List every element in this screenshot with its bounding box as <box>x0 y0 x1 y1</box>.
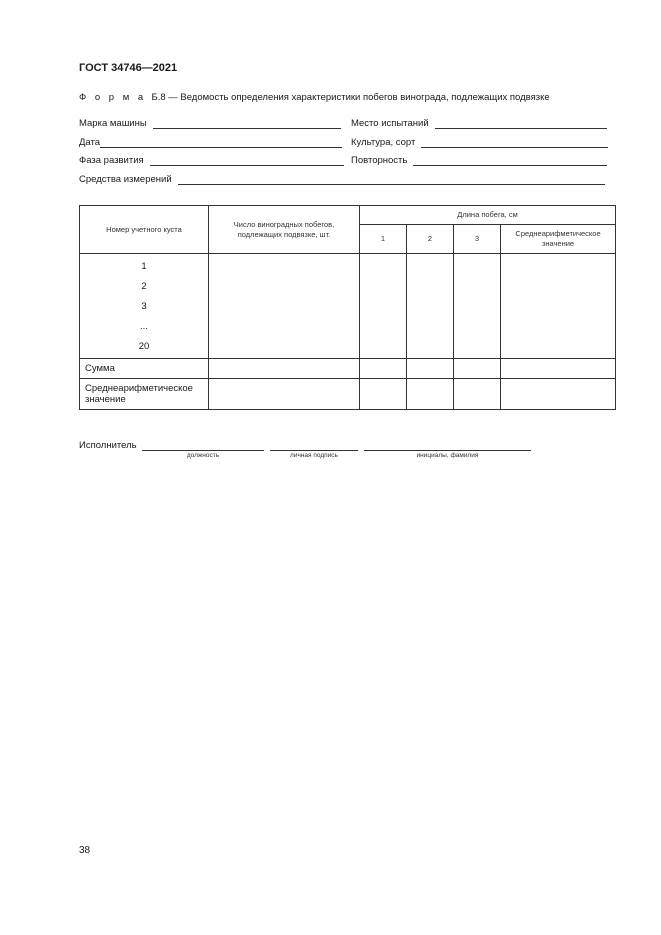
page-number: 38 <box>79 845 91 856</box>
field-tools-label: Средства измерений <box>79 174 172 185</box>
length-2-cell[interactable] <box>407 254 454 359</box>
executor-label: Исполнитель <box>79 440 137 451</box>
field-repeat <box>351 155 607 166</box>
field-date-label: Дата <box>79 137 101 148</box>
mean-length-mean-cell[interactable] <box>501 379 616 410</box>
header-bush-number: Номер учетного куста <box>80 206 209 254</box>
mean-shoot-count-cell[interactable] <box>209 379 360 410</box>
field-crop <box>351 137 608 148</box>
row-label-sum: Сумма <box>80 359 209 379</box>
length-3-cell[interactable] <box>454 254 501 359</box>
form-title <box>79 92 550 103</box>
document-standard-header: ГОСТ 34746—2021 <box>79 62 178 74</box>
field-repeat-line[interactable] <box>413 155 607 166</box>
table-row-mean <box>80 379 616 410</box>
sum-length-2-cell[interactable] <box>407 359 454 379</box>
header-length-2: 2 <box>407 225 454 254</box>
header-length-3: 3 <box>454 225 501 254</box>
form-title-text: Б.8 — Ведомость определения характеристики побегов винограда, подлежащих подвязке <box>151 92 550 103</box>
field-crop-line[interactable] <box>421 137 608 148</box>
field-phase-line[interactable] <box>150 155 344 166</box>
shoot-count-cell[interactable] <box>209 254 360 359</box>
bush-number: 2 <box>141 281 147 292</box>
bush-numbers-cell <box>80 254 209 359</box>
executor-name-line[interactable] <box>364 440 531 451</box>
field-brand-line[interactable] <box>153 118 341 129</box>
header-length-mean: Среднеарифметическое значение <box>501 225 616 254</box>
bush-number: 1 <box>141 261 147 272</box>
header-shoot-length: Длина побега, см <box>360 206 616 225</box>
field-tools-line[interactable] <box>178 174 605 185</box>
table-row-sum <box>80 359 616 379</box>
mean-length-2-cell[interactable] <box>407 379 454 410</box>
field-tools <box>79 174 605 185</box>
mean-length-1-cell[interactable] <box>360 379 407 410</box>
field-date-line[interactable] <box>100 137 342 148</box>
field-brand <box>79 118 341 129</box>
length-1-cell[interactable] <box>360 254 407 359</box>
sum-length-1-cell[interactable] <box>360 359 407 379</box>
field-phase-label: Фаза развития <box>79 155 144 166</box>
header-shoot-count: Число виноградных побегов, подлежащих подвязке, шт. <box>209 206 360 254</box>
executor-signature-line[interactable] <box>270 440 358 451</box>
field-place-label: Место испытаний <box>351 118 429 129</box>
measurement-table <box>79 205 616 410</box>
sum-shoot-count-cell[interactable] <box>209 359 360 379</box>
caption-name: инициалы, фамилия <box>416 452 479 459</box>
sum-length-3-cell[interactable] <box>454 359 501 379</box>
field-place-line[interactable] <box>435 118 607 129</box>
row-label-mean: Среднеарифметическое значение <box>80 379 209 410</box>
table-row <box>80 254 616 359</box>
field-phase <box>79 155 344 166</box>
field-date <box>79 137 342 148</box>
field-place <box>351 118 607 129</box>
bush-number: 3 <box>141 301 147 312</box>
field-brand-label: Марка машины <box>79 118 147 129</box>
field-crop-label: Культура, сорт <box>351 137 416 148</box>
executor-position-line[interactable] <box>142 440 264 451</box>
bush-number: ... <box>140 321 148 332</box>
caption-signature: личная подпись <box>290 452 338 459</box>
header-length-1: 1 <box>360 225 407 254</box>
sum-length-mean-cell[interactable] <box>501 359 616 379</box>
field-repeat-label: Повторность <box>351 155 408 166</box>
length-mean-cell[interactable] <box>501 254 616 359</box>
form-prefix: Ф о р м а <box>79 92 147 103</box>
bush-number: 20 <box>138 341 150 352</box>
mean-length-3-cell[interactable] <box>454 379 501 410</box>
caption-position: должность <box>186 452 220 459</box>
